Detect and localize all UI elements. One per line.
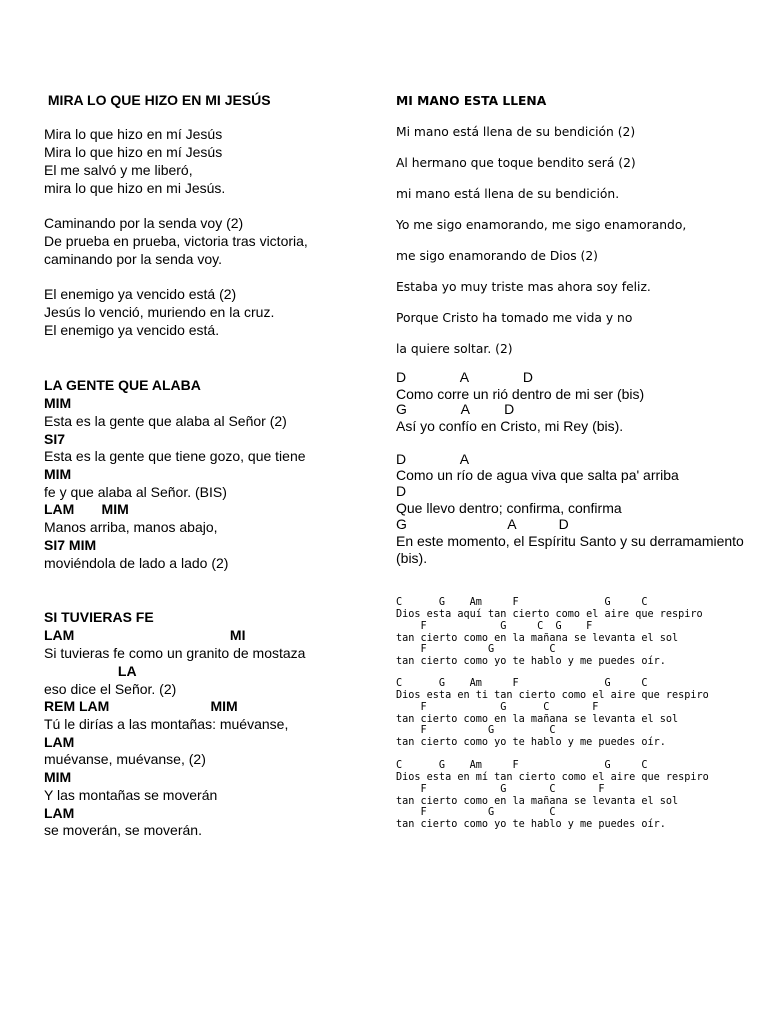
lyric-line: En este momento, el Espíritu Santo y su derramamiento bbox=[396, 533, 744, 549]
lyric-line: Caminando por la senda voy (2) bbox=[44, 215, 244, 231]
lyric-line: Así yo confío en Cristo, mi Rey (bis). bbox=[396, 418, 624, 434]
lyric-line: Como corre un rió dentro de mi ser (bis) bbox=[396, 386, 645, 402]
lyric-line: Y las montañas se moverán bbox=[44, 787, 218, 803]
lyric-line: De prueba en prueba, victoria tras victoria, bbox=[44, 233, 308, 249]
lyric-line: me sigo enamorando de Dios (2) bbox=[396, 249, 598, 263]
lyric-line: eso dice el Señor. (2) bbox=[44, 681, 177, 697]
chord-line: LAM bbox=[44, 734, 75, 750]
lyric-line: la quiere soltar. (2) bbox=[396, 342, 513, 356]
lyric-line: Yo me sigo enamorando, me sigo enamorando, bbox=[396, 218, 687, 232]
lyric-line: tan cierto como yo te hablo y me puedes oír. bbox=[396, 819, 666, 830]
lyric-line: se moverán, se moverán. bbox=[44, 822, 202, 838]
chord-line: SI7 MIM bbox=[44, 537, 97, 553]
chord-line: C G Am F G C bbox=[396, 678, 648, 689]
chord-line: C G Am F G C bbox=[396, 597, 648, 608]
chord-line: LAM MI bbox=[44, 627, 246, 643]
chord-line: G A D bbox=[396, 516, 569, 532]
lyric-line: Al hermano que toque bendito será (2) bbox=[396, 156, 636, 170]
chord-line: F G C F bbox=[396, 784, 605, 795]
chord-line: MIM bbox=[44, 395, 72, 411]
lyric-line: El me salvó y me liberó, bbox=[44, 162, 193, 178]
lyric-line: Mira lo que hizo en mí Jesús bbox=[44, 126, 223, 142]
chord-line: LAM MIM bbox=[44, 501, 129, 517]
chord-line: G A D bbox=[396, 401, 515, 417]
lyric-line: mi mano está llena de su bendición. bbox=[396, 187, 620, 201]
song-title: MI MANO ESTA LLENA bbox=[396, 94, 547, 108]
lyric-line: tan cierto como en la mañana se levanta el sol bbox=[396, 714, 679, 725]
chord-line: D bbox=[396, 483, 407, 499]
lyric-line: Como un río de agua viva que salta pa' arriba bbox=[396, 467, 679, 483]
lyric-line: Dios esta en mí tan cierto como el aire que respiro bbox=[396, 772, 709, 783]
lyric-line: muévanse, muévanse, (2) bbox=[44, 751, 206, 767]
chord-line: F G C G F bbox=[396, 621, 593, 632]
chord-line: F G C F bbox=[396, 702, 599, 713]
lyric-line: Mi mano está llena de su bendición (2) bbox=[396, 125, 636, 139]
chord-line: F G C bbox=[396, 807, 556, 818]
lyric-line: Tú le dirías a las montañas: muévanse, bbox=[44, 716, 289, 732]
chord-line: LA bbox=[44, 663, 137, 679]
lyric-line: tan cierto como yo te hablo y me puedes oír. bbox=[396, 656, 666, 667]
lyric-line: Si tuvieras fe como un granito de mostaza bbox=[44, 645, 306, 661]
lyric-line: caminando por la senda voy. bbox=[44, 251, 222, 267]
lyric-line: Dios esta aquí tan cierto como el aire que respiro bbox=[396, 609, 703, 620]
lyric-line: moviéndola de lado a lado (2) bbox=[44, 555, 229, 571]
song-title: MIRA LO QUE HIZO EN MI JESÚS bbox=[44, 92, 271, 108]
chord-line: REM LAM MIM bbox=[44, 698, 238, 714]
lyric-line: Que llevo dentro; confirma, confirma bbox=[396, 500, 622, 516]
chord-line: MIM bbox=[44, 769, 72, 785]
lyric-line: Dios esta en ti tan cierto como el aire que respiro bbox=[396, 690, 709, 701]
lyric-line: Porque Cristo ha tomado me vida y no bbox=[396, 311, 633, 325]
song-title: SI TUVIERAS FE bbox=[44, 609, 154, 625]
chord-line: F G C bbox=[396, 725, 556, 736]
lyric-line: mira lo que hizo en mi Jesús. bbox=[44, 180, 226, 196]
lyric-line: tan cierto como en la mañana se levanta el sol bbox=[396, 796, 679, 807]
song-title: LA GENTE QUE ALABA bbox=[44, 377, 201, 393]
chord-line: MIM bbox=[44, 466, 72, 482]
lyric-line: tan cierto como yo te hablo y me puedes oír. bbox=[396, 737, 666, 748]
lyric-line: Mira lo que hizo en mí Jesús bbox=[44, 144, 223, 160]
chord-line: SI7 bbox=[44, 431, 66, 447]
chord-line: C G Am F G C bbox=[396, 760, 648, 771]
lyric-line: Esta es la gente que alaba al Señor (2) bbox=[44, 413, 287, 429]
lyric-line: fe y que alaba al Señor. (BIS) bbox=[44, 484, 227, 500]
lyric-line: Esta es la gente que tiene gozo, que tiene bbox=[44, 448, 306, 464]
chord-line: F G C bbox=[396, 644, 556, 655]
lyric-line: Manos arriba, manos abajo, bbox=[44, 519, 218, 535]
lyric-line: (bis). bbox=[396, 550, 428, 566]
lyric-line: Estaba yo muy triste mas ahora soy feliz. bbox=[396, 280, 651, 294]
lyric-line: El enemigo ya vencido está (2) bbox=[44, 286, 237, 302]
lyric-line: El enemigo ya vencido está. bbox=[44, 322, 220, 338]
lyric-line: Jesús lo venció, muriendo en la cruz. bbox=[44, 304, 275, 320]
chord-line: D A D bbox=[396, 369, 533, 385]
chord-line: LAM bbox=[44, 805, 75, 821]
chord-line: D A bbox=[396, 451, 470, 467]
lyric-line: tan cierto como en la mañana se levanta el sol bbox=[396, 633, 679, 644]
